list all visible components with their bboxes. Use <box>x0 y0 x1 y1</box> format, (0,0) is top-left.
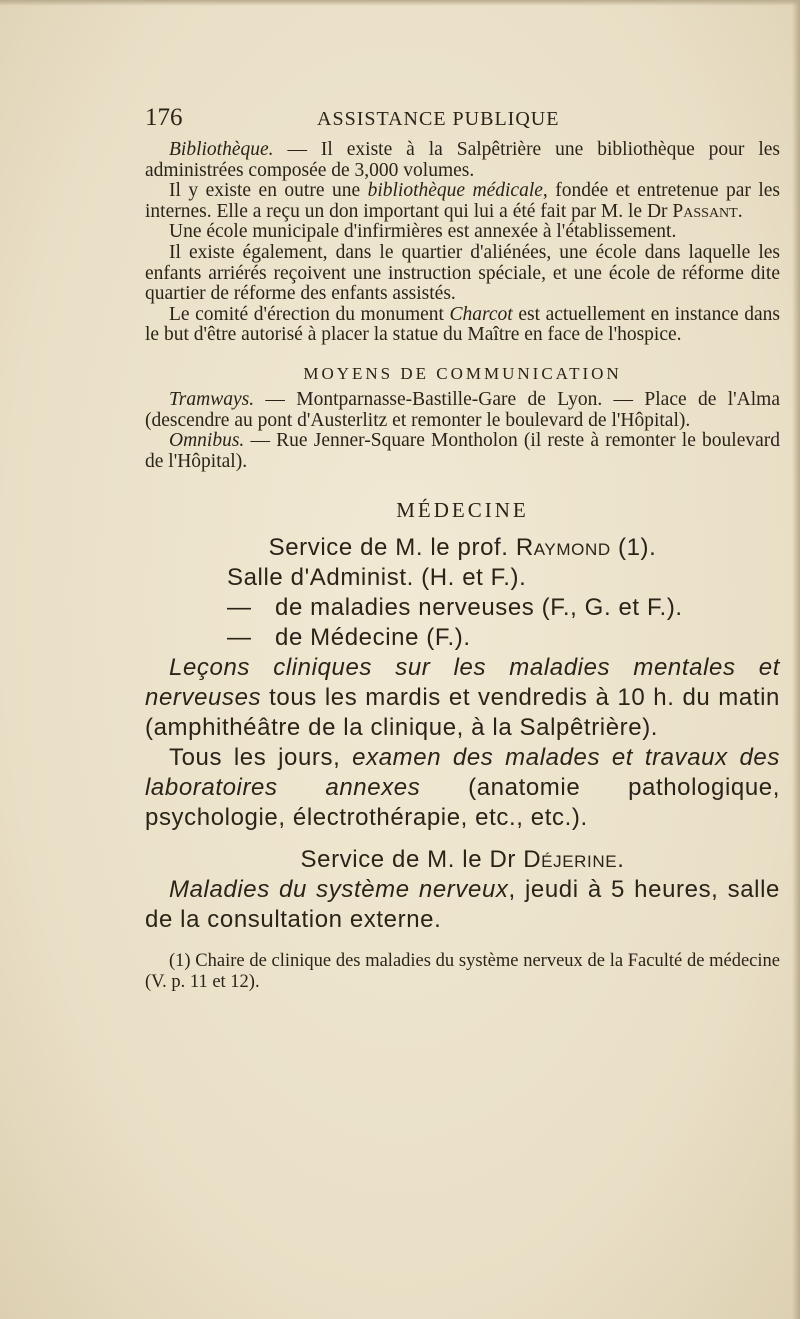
lecons-cliniques-paragraph: Leçons cliniques sur les maladies mentales et nerveuses tous les mardis et vendredis à 10 h. du matin (amphithéâtre de la clinique, à la Salpêtrière). <box>145 654 780 742</box>
salle-maladies-nerveuses-line: — de maladies nerveuses (F., G. et F.). <box>227 594 683 622</box>
salle-administ-line: Salle d'Administ. (H. et F.). <box>227 564 527 592</box>
page-top-edge <box>0 0 800 6</box>
running-title: ASSISTANCE PUBLIQUE <box>317 108 560 130</box>
salle-medecine-line: — de Médecine (F.). <box>227 624 471 652</box>
page-header <box>145 104 780 140</box>
tous-les-jours-paragraph: Tous les jours, examen des malades et travaux des laboratoires annexes (anatomie pathologique, psychologie, électrothérapie, etc., etc.). <box>145 744 780 832</box>
page-number: 176 <box>145 104 183 131</box>
bibliotheque-medicale-paragraph: Il y existe en outre une bibliothèque médicale, fondée et entretenue par les internes. Elle a reçu un don important qui lui a été fait par M. le Dr Passant. <box>145 180 780 222</box>
bibliotheque-paragraph: Bibliothèque. — Il existe à la Salpêtrière une bibliothèque pour les administrées composée de 3,000 volumes. <box>145 139 780 181</box>
bibliotheque-label: Bibliothèque. <box>169 139 274 160</box>
ecole-infirmieres-paragraph: Une école municipale d'infirmières est annexée à l'établissement. <box>169 221 677 243</box>
service-raymond-line: Service de M. le prof. Raymond (1). <box>268 534 657 562</box>
moyens-communication-heading: MOYENS DE COMMUNICATION <box>303 363 622 383</box>
medecine-heading: MÉDECINE <box>396 498 529 523</box>
page-content <box>145 104 780 993</box>
monument-charcot-paragraph: Le comité d'érection du monument Charcot est actuellement en instance dans le but d'être autorisé à placer la statue du Maître en face de l'hospice. <box>145 303 780 346</box>
footnote: (1) Chaire de clinique des maladies du système nerveux de la Faculté de médecine (V. p. 11 et 12). <box>145 951 780 993</box>
service-dejerine-line: Service de M. le Dr Déjerine. <box>300 846 625 874</box>
tramways-paragraph: Tramways. — Montparnasse-Bastille-Gare de Lyon. — Place de l'Alma (descendre au pont d'Austerlitz et remonter le boulevard de l'Hôpital). <box>145 388 780 431</box>
ecole-alienees-paragraph: Il existe également, dans le quartier d'aliénées, une école dans laquelle les enfants arriérés reçoivent une instruction spéciale, et une école de réforme dite quartier de réforme des enfants assistés. <box>145 241 780 305</box>
omnibus-paragraph: Omnibus. — Rue Jenner-Square Montholon (il reste à remonter le boulevard de l'Hôpital). <box>145 430 780 472</box>
maladies-systeme-nerveux-paragraph: Maladies du système nerveux, jeudi à 5 heures, salle de la consultation externe. <box>145 876 780 934</box>
page-right-edge <box>792 0 800 1319</box>
